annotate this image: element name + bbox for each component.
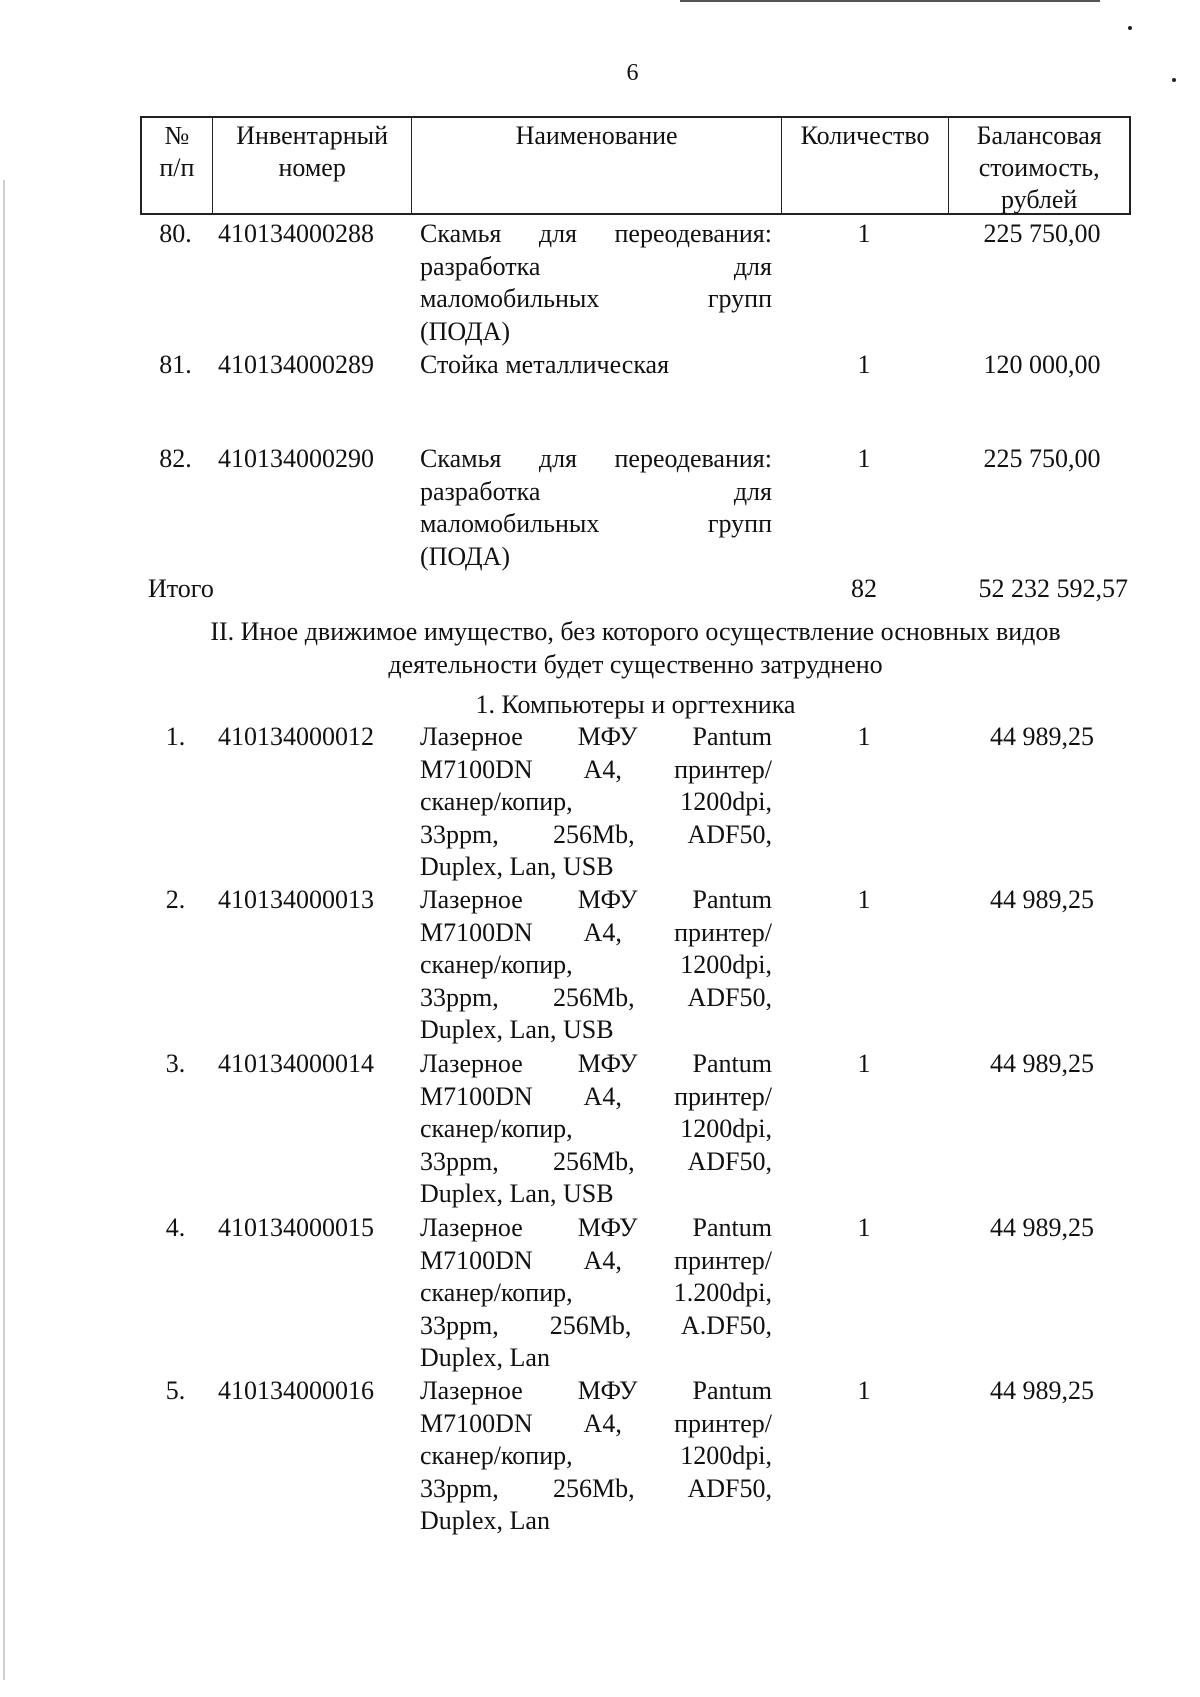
row-number: 1.	[165, 722, 186, 751]
item-name	[420, 1048, 772, 1211]
header-text: п/п	[159, 153, 195, 182]
inventory-number: 410134000015	[218, 1213, 374, 1242]
item-name-line: маломобильных групп	[420, 509, 772, 538]
item-name-line: Лазерное МФУ Pantum	[420, 1213, 772, 1242]
scan-speck	[1128, 26, 1132, 30]
quantity: 1	[857, 885, 871, 914]
total-quantity: 82	[851, 574, 877, 603]
item-name-line: M7100DN A4, принтер/	[420, 754, 772, 784]
row-number: 80.	[159, 219, 192, 248]
item-name-line: Duplex, Lan	[420, 1343, 550, 1372]
row-number: 2.	[165, 885, 186, 914]
item-name-line: M7100DN A4, принтер/	[420, 1408, 772, 1438]
item-name	[420, 1212, 772, 1375]
balance-cost: 44 989,25	[990, 1049, 1094, 1078]
header-inventory-number	[213, 118, 413, 213]
row-number: 82.	[159, 444, 192, 473]
row-number: 3.	[165, 1049, 186, 1078]
inventory-number: 410134000016	[218, 1376, 374, 1405]
quantity: 1	[857, 1213, 871, 1242]
item-name-line: разработка для	[420, 251, 772, 281]
balance-cost: 225 750,00	[983, 444, 1101, 473]
page-number: 6	[626, 60, 639, 86]
item-name-line: Лазерное МФУ Pantum	[420, 722, 772, 751]
header-cost	[949, 118, 1129, 213]
item-name-line: сканер/копир, 1.200dpi,	[420, 1278, 772, 1307]
quantity: 1	[857, 219, 871, 248]
item-name-line: 33ppm, 256Mb, ADF50,	[420, 982, 772, 1012]
subsection-title: 1. Компьютеры и оргтехника	[475, 690, 796, 719]
item-name	[420, 721, 772, 884]
item-name-line: сканер/копир, 1200dpi,	[420, 1114, 772, 1143]
item-name-line: маломобильных групп	[420, 284, 772, 313]
header-text: стоимость,	[978, 153, 1100, 182]
item-name-line: M7100DN A4, принтер/	[420, 1245, 772, 1275]
inventory-number: 410134000290	[218, 444, 374, 473]
item-name-line: Скамья для переодевания:	[420, 444, 772, 473]
item-name-line: Duplex, Lan, USB	[420, 1179, 614, 1208]
item-name-line: Лазерное МФУ Pantum	[420, 1376, 772, 1405]
total-label: Итого	[148, 574, 214, 603]
item-name-line: Duplex, Lan, USB	[420, 1015, 614, 1044]
row-number: 81.	[159, 350, 192, 379]
balance-cost: 44 989,25	[990, 1213, 1094, 1242]
item-name-line: сканер/копир, 1200dpi,	[420, 950, 772, 979]
item-name-line: Скамья для переодевания:	[420, 219, 772, 248]
item-name-line: M7100DN A4, принтер/	[420, 1081, 772, 1111]
header-text: Балансовая	[976, 121, 1102, 150]
total-cost: 52 232 592,57	[978, 574, 1128, 603]
item-name	[420, 349, 772, 382]
section-title-line: II. Иное движимое имущество, без которого осуществление основных видов	[210, 617, 1061, 646]
item-name-line: 33ppm, 256Mb, ADF50,	[420, 819, 772, 849]
inventory-number: 410134000288	[218, 219, 374, 248]
item-name-line: 33ppm, 256Mb, ADF50,	[420, 1473, 772, 1503]
section-title	[140, 616, 1131, 681]
inventory-number: 410134000289	[218, 350, 374, 379]
balance-cost: 44 989,25	[990, 1376, 1094, 1405]
balance-cost: 225 750,00	[983, 219, 1101, 248]
quantity: 1	[857, 1049, 871, 1078]
header-text: рублей	[1001, 185, 1078, 214]
item-name	[420, 218, 772, 348]
item-name-line: сканер/копир, 1200dpi,	[420, 787, 772, 816]
table-header	[140, 116, 1131, 215]
item-name-line: (ПОДА)	[420, 316, 511, 346]
scan-artifact-top-line	[680, 0, 1100, 2]
item-name-line: Лазерное МФУ Pantum	[420, 1049, 772, 1078]
balance-cost: 44 989,25	[990, 722, 1094, 751]
section-title-line: деятельности будет существенно затруднено	[388, 649, 883, 679]
item-name-line: разработка для	[420, 476, 772, 506]
item-name-line: Стойка металлическая	[420, 350, 670, 379]
header-text: Количество	[800, 121, 930, 150]
inventory-number: 410134000014	[218, 1049, 374, 1078]
item-name-line: сканер/копир, 1200dpi,	[420, 1441, 772, 1470]
quantity: 1	[857, 722, 871, 751]
item-name-line: Лазерное МФУ Pantum	[420, 885, 772, 914]
header-quantity	[782, 118, 950, 213]
quantity: 1	[857, 350, 871, 379]
header-text: №	[164, 121, 190, 150]
inventory-number: 410134000013	[218, 885, 374, 914]
inventory-number: 410134000012	[218, 722, 374, 751]
quantity: 1	[857, 444, 871, 473]
item-name-line: 33ppm, 256Mb, A.DF50,	[420, 1310, 772, 1340]
item-name-line: M7100DN A4, принтер/	[420, 917, 772, 947]
item-name	[420, 1375, 772, 1538]
quantity: 1	[857, 1376, 871, 1405]
balance-cost: 44 989,25	[990, 885, 1094, 914]
row-number: 4.	[165, 1213, 186, 1242]
header-name	[412, 118, 781, 213]
item-name-line: 33ppm, 256Mb, ADF50,	[420, 1146, 772, 1176]
header-text: Наименование	[515, 121, 678, 150]
header-no	[142, 118, 213, 213]
item-name	[420, 884, 772, 1047]
item-name-line: (ПОДА)	[420, 541, 511, 571]
scan-artifact-left-edge	[3, 180, 5, 1680]
header-text: номер	[278, 153, 346, 182]
row-number: 5.	[165, 1376, 186, 1405]
item-name-line: Duplex, Lan, USB	[420, 852, 614, 881]
header-text: Инвентарный	[236, 121, 389, 150]
item-name	[420, 443, 772, 573]
balance-cost: 120 000,00	[983, 350, 1101, 379]
item-name-line: Duplex, Lan	[420, 1506, 550, 1535]
